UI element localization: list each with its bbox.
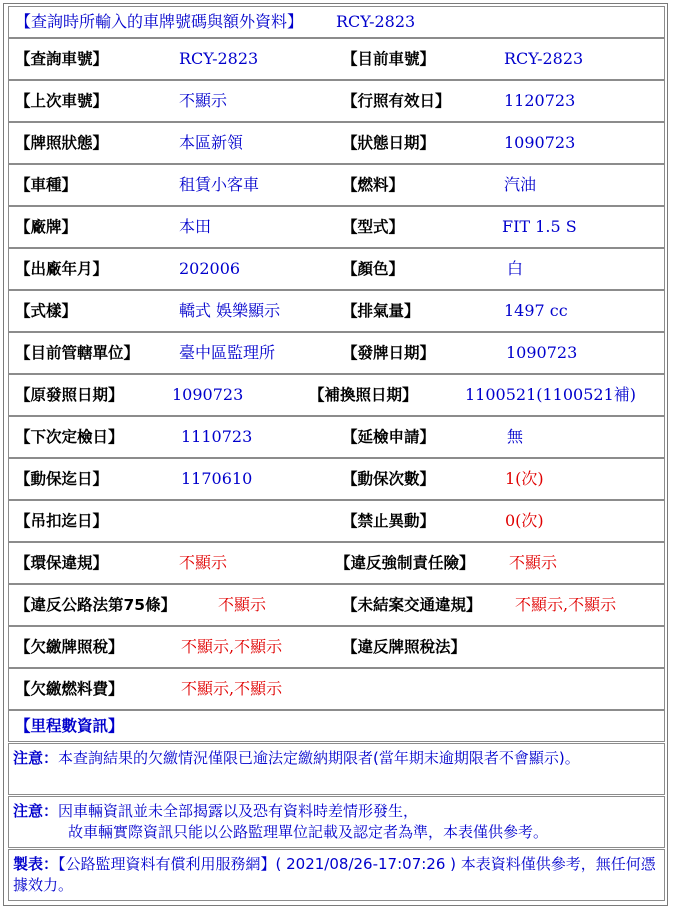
field-value: 1170610 [181, 469, 253, 488]
field-value: 本田 [179, 217, 212, 236]
field-value: 汽油 [504, 175, 537, 194]
table-row [8, 248, 665, 290]
field-value: 不顯示 [179, 553, 228, 572]
header-title-label: 【查詢時所輸入的車牌號碼與額外資料】 [15, 12, 304, 31]
field-value: 1120723 [504, 91, 576, 110]
field-value: 不顯示,不顯示 [181, 637, 283, 656]
table-row [8, 374, 665, 416]
field-label: 【動保迄日】 [15, 470, 109, 488]
table-row [8, 164, 665, 206]
mileage-label: 【里程數資訊】 [15, 717, 124, 735]
field-label: 【狀態日期】 [342, 134, 436, 152]
field-value: 轎式 娛樂顯示 [179, 301, 281, 320]
table-row [8, 626, 665, 668]
table-row [8, 500, 665, 542]
field-value: 租賃小客車 [179, 175, 260, 194]
table-row [8, 332, 665, 374]
note-1 [13, 748, 660, 769]
field-label: 【牌照狀態】 [15, 134, 109, 152]
field-label: 【違反牌照稅法】 [342, 638, 467, 656]
field-value: FIT 1.5 S [502, 217, 577, 236]
note-2-line-2: 故車輛實際資訊只能以公路監理單位記載及認定者為準，本表僅供參考。 [68, 823, 549, 841]
field-value: 不顯示,不顯示 [181, 679, 283, 698]
header-row [8, 6, 665, 38]
field-value: 不顯示 [509, 553, 558, 572]
note-2-prefix: 注意： [13, 802, 59, 820]
field-label: 【上次車號】 [15, 92, 109, 110]
table-row [8, 80, 665, 122]
field-label: 【查詢車號】 [15, 50, 109, 68]
field-value: 1090723 [504, 133, 576, 152]
field-label: 【延檢申請】 [342, 428, 436, 446]
table-row [8, 584, 665, 626]
field-value: 0(次) [505, 511, 544, 530]
field-value: 1497 cc [504, 301, 568, 320]
field-label: 【發牌日期】 [342, 344, 436, 362]
field-label: 【目前車號】 [342, 50, 436, 68]
note-row-1 [8, 743, 665, 795]
note-2 [13, 801, 660, 843]
field-value: 臺中區監理所 [179, 343, 276, 362]
field-label: 【式樣】 [15, 302, 78, 320]
field-value: 白 [507, 259, 524, 278]
field-label: 【燃料】 [342, 176, 405, 194]
field-label: 【違反強制責任險】 [335, 554, 475, 572]
note-1-prefix: 注意： [13, 749, 59, 767]
header-title-plate: RCY-2823 [336, 12, 416, 31]
table-row [8, 416, 665, 458]
note-row-2 [8, 796, 665, 848]
field-value: 不顯示 [179, 91, 228, 110]
field-value: 1090723 [506, 343, 578, 362]
footer-row [8, 849, 665, 901]
field-label: 【欠繳牌照稅】 [15, 638, 124, 656]
field-label: 【廠牌】 [15, 218, 78, 236]
field-value: RCY-2823 [179, 49, 259, 68]
field-value: RCY-2823 [504, 49, 584, 68]
field-label: 【目前管轄單位】 [15, 344, 140, 362]
table-row [8, 38, 665, 80]
field-label: 【吊扣迄日】 [15, 512, 109, 530]
field-label: 【排氣量】 [342, 302, 420, 320]
footer-text: 【公路監理資料有償利用服務網】( 2021/08/26-17:07:26 ) 本表資料僅供參考，無任何憑據效力。 [13, 855, 656, 894]
field-label: 【原發照日期】 [15, 386, 124, 404]
field-value: 1090723 [172, 385, 244, 404]
field-value: 1110723 [181, 427, 253, 446]
field-value: 1(次) [505, 469, 544, 488]
field-value: 202006 [179, 259, 241, 278]
field-value: 不顯示,不顯示 [515, 595, 617, 614]
table-row [8, 458, 665, 500]
field-label: 【欠繳燃料費】 [15, 680, 124, 698]
field-value: 不顯示 [218, 595, 267, 614]
table-row [8, 668, 665, 710]
footer-prefix: 製表： [13, 855, 59, 873]
note-2-line-1: 因車輛資訊並未全部揭露以及恐有資料時差情形發生， [58, 802, 419, 820]
field-label: 【動保次數】 [342, 470, 436, 488]
field-label: 【車種】 [15, 176, 78, 194]
table-row [8, 206, 665, 248]
footer-note [13, 854, 660, 896]
field-value: 無 [507, 427, 524, 446]
mileage-row [8, 710, 665, 742]
field-label: 【禁止異動】 [342, 512, 436, 530]
field-label: 【未結案交通違規】 [342, 596, 482, 614]
field-label: 【行照有效日】 [342, 92, 451, 110]
table-row [8, 122, 665, 164]
field-label: 【型式】 [342, 218, 405, 236]
field-label: 【下次定檢日】 [15, 428, 124, 446]
field-label: 【環保違規】 [15, 554, 109, 572]
field-label: 【顏色】 [342, 260, 405, 278]
field-label: 【補換照日期】 [309, 386, 418, 404]
field-label: 【違反公路法第75條】 [15, 596, 177, 614]
table-row [8, 542, 665, 584]
field-value: 1100521(1100521補) [465, 385, 637, 404]
table-row [8, 290, 665, 332]
note-1-text: 本查詢結果的欠繳情況僅限已逾法定繳納期限者(當年期末逾期限者不會顯示)。 [58, 749, 580, 767]
field-value: 本區新領 [179, 133, 244, 152]
field-label: 【出廠年月】 [15, 260, 109, 278]
